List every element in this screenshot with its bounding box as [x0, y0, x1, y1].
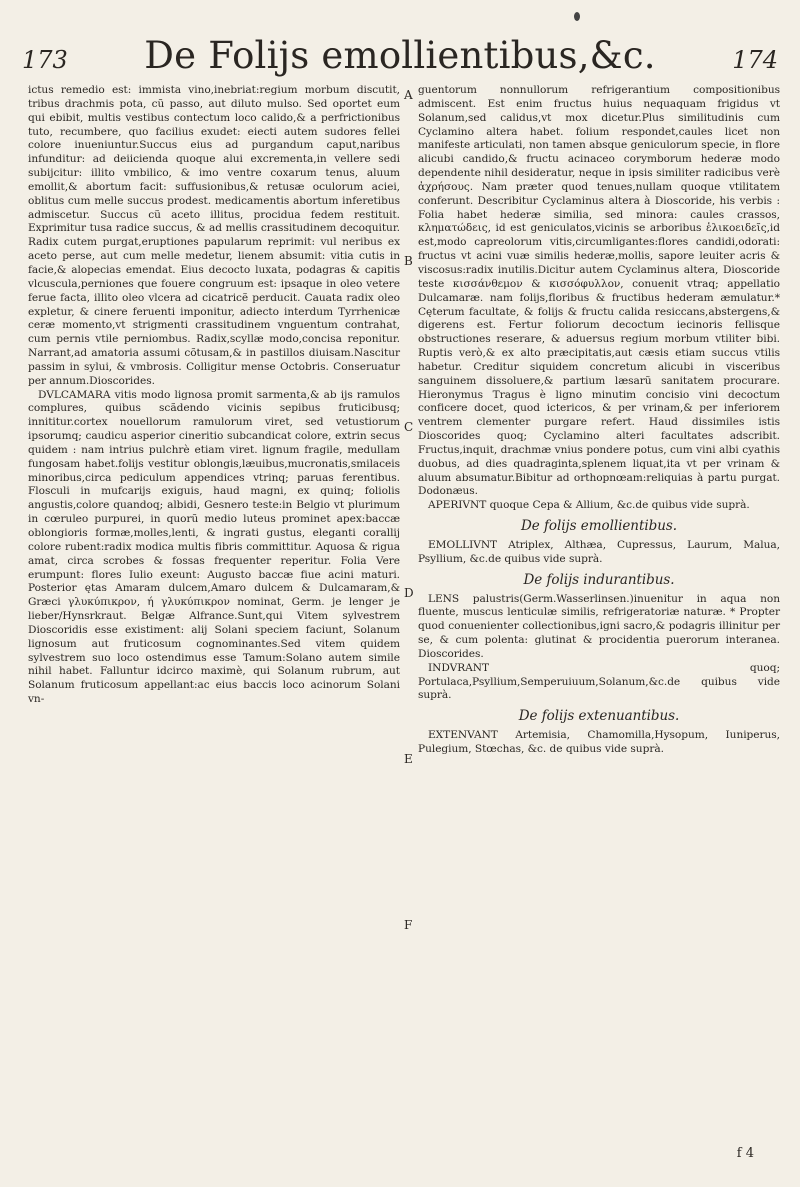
running-title: De Folijs emollientibus,&c. [144, 34, 656, 77]
margin-letter: C [404, 420, 414, 434]
paragraph: DVLCAMARA vitis modo lignosa promit sarmenta,& ab ijs ramulos complures, quibus scãdendo vicinis sepibus fruticibusq; innititur.cortex nouellorum ramulorum viret, sed vetustiorum ipsorumq; caudicu asperior cineritio subcandicat colore, extrin secus quidem : nam intrius pulchrè etiam viret. lignum fragile, medullam fungosam habet.folijs vestitur oblongis,læuibus,mucronatis,smilaceis minoribus,circa pediculum appendices vtrinq; paruas ferentibus. Flosculi in mufcarijs exiguis, haud magni, ex quinq; foliolis angustis,colore quandoq; albidi, Gesnero teste:in Belgio vt plurimum in cœruleo purpurei, in quorũ medio luteus prominet apex:baccæ oblongioris formæ,molles,lenti, & ingrati gustus, eleganti corallij colore rubent:radix modica multis fibris committitur. Aquosa & rigua amat, circa scrobes & fossas frequenter reperitur. Folia Vere erumpunt: flores Iulio exeunt: Augusto baccæ fiue acini maturi. Posterior ętas Amaram dulcem,Amaro dulcem & Dulcamaram,& Græci γλυκύπικρον, ή γλυκύπικρον nominat, Germ. je lenger je lieber/Hynsrkraut. Belgæ Alfrance.Sunt,qui Vitem sylvestrem Dioscoridis esse existiment: alij Solani speciem faciunt, Solanum lignosum aut fruticosum cognominantes.Sed vitem quidem sylvestrem suo loco ostendimus esse Tamum:Solano autem simile nihil habet. Falluntur idcirco maximè, qui Solanum rubrum, aut Solanum fruticosum appellant:ac eius baccis loco acinorum Solani vn- [28, 388, 400, 706]
page-number-left: 173 [22, 46, 68, 74]
signature-mark: f 4 [736, 1146, 754, 1161]
paragraph: guentorum nonnullorum refrigerantium compositionibus admiscent. Est enim fructus huius nequaquam frigidus vt Solanum,sed calidus,vt mox dicetur.Plus similitudinis cum Cyclamino altera habet. folium respondet,caules licet non manifeste articulati, non tamen absque geniculorum specie, in flore alicubi candido,& fructu acinaceo corymborum hederæ modo dependente nihil desideratur, neque in ipsis similiter radicibus verè ἀχρήσους. Nam præter quod tenues,nullam quoque vtilitatem conferunt. Describitur Cyclaminus altera à Dioscoride, his verbis : Folia habet hederæ similia, sed minora: caules crassos, κληματώδεις, id est geniculatos,vicinis se arboribus ἑλικοειδεῖς,id est,modo capreolorum vitis,circumligantes:flores candidi,odorati: fructus vt acini vuæ similis hederæ,mollis, sapore leuiter acris & viscosus:radix inutilis.Dicitur autem Cyclaminus altera, Dioscoride teste κισσάνθεμον & κισσόφυλλον, conuenit vtraq; appellatio Dulcamaræ. nam folijs,floribus & fructibus hederam æmulatur.* Cęterum facultate, & folijs & fructu calida resiccans,abstergens,& digerens est. Fertur foliorum decoctum iecinoris fellisque obstructiones reserare, & aduersus regium morbum vtiliter bibi. Ruptis verò,& ex alto præcipitatis,aut cæsis etiam succus vtilis habetur. Creditur siquidem concretum alicubi in visceribus sanguinem dissoluere,& partium læsarũ sanitatem procurare. Hieronymus Tragus è ligno minutim concisio vini decoctum conficere docet, quod ictericos, & per vrinam,& per inferiorem ventrem clementer purgare refert. Haud dissimiles istis Dioscorides quoq; Cyclamino alteri facultates adscribit. Fructus,inquit, drachmæ vnius pondere potus, cum vini albi cyathis duobus, ad dies quadraginta,splenem liquat,ita vt per vrinam & aluum absumatur.Bibitur ad orthopnœam:reliquias à partu purgat. Dodonæus. [418, 84, 780, 498]
page-header [22, 30, 778, 80]
paragraph: INDVRANT quoq; Portulaca,Psyllium,Semperuiuum,Solanum,&c.de quibus vide suprà. [418, 661, 780, 702]
paragraph: EXTENVANT Artemisia, Chamomilla,Hysopum, Iuniperus, Pulegium, Stœchas, &c. de quibus vide suprà. [418, 729, 780, 755]
ink-speck [574, 12, 580, 21]
right-column [418, 84, 780, 757]
paragraph: LENS palustris(Germ.Wasserlinsen.)inuenitur in aqua non fluente, muscus lenticulæ similis, refrigeratoriæ naturæ. * Propter quod conuenienter collectionibus,igni sacro,& podagris illinitur per se, & cum polenta: glutinat & procidentia puerorum interanea. Dioscorides. [418, 592, 780, 660]
left-column [28, 84, 400, 707]
paragraph: ictus remedio est: immista vino,inebriat:regium morbum discutit, tribus drachmis pota, cũ passo, aut diluto mulso. Sed oportet eum qui ebibit, multis vestibus contectum loco calido,& a perfrictionibus tuto, recumbere, quo facilius exudet: eiecti autem sudores fellei colore inueniuntur.Succus eius ad purgandum caput,naribus infunditur: ad deiicienda quoque alui excrementa,in vellere sedi subijcitur: illito vmbilico, & imo ventre coxarum tenus, aluum emollit,& abortum facit: suffusionibus,& retusæ oculorum aciei, oblitus cum melle succus prodest. medicamentis abortum inferetibus admiscetur. Succus cũ aceto illitus, procidua fedem restituit. Exprimitur tusa radice succus, & ad mellis crassitudinem decoquitur. Radix cutem purgat,eruptiones papularum reprimit: vul neribus ex aceto perse, aut cum melle medetur, lienem absumit: vitia cutis in facie,& alopecias emendat. Eius decocto luxata, podagras & capitis vlcuscula,perniones que fouere congruum est: ipsaque in oleo vetere ferue facta, illito oleo vlcera ad cicatricẽ perducit. Cauata radix oleo expletur, & cinere feruenti imponitur, adiecto interdum Tyrrhenicæ ceræ momento,vt strigmenti crassitudinem vnguentum contrahat, cum pernis vtile perniombus. Radix,scyllæ modo,concisa reponitur. Narrant,ad amatoria assumi cõtusam,& in pastillos diuisam.Nascitur passim in sylui, & vmbrosis. Colligitur mense Octobris. Conseruatur per annum.Dioscorides. [28, 84, 400, 387]
section-heading: De folijs indurantibus. [523, 571, 675, 588]
margin-letter: E [404, 752, 413, 766]
margin-letter: F [404, 918, 413, 932]
page-number-right: 174 [732, 46, 778, 74]
margin-letter: D [404, 586, 414, 600]
margin-letter: A [404, 88, 413, 102]
paragraph: EMOLLIVNT Atriplex, Althæa, Cupressus, Laurum, Malua, Psyllium, &c.de quibus vide suprà. [418, 539, 780, 565]
text-columns [28, 84, 782, 1164]
section-heading: De folijs extenuantibus. [518, 708, 680, 725]
paragraph: APERIVNT quoque Cepa & Allium, &c.de quibus vide suprà. [428, 499, 750, 512]
section-heading: De folijs emollientibus. [521, 518, 677, 535]
margin-letter: B [404, 254, 413, 268]
